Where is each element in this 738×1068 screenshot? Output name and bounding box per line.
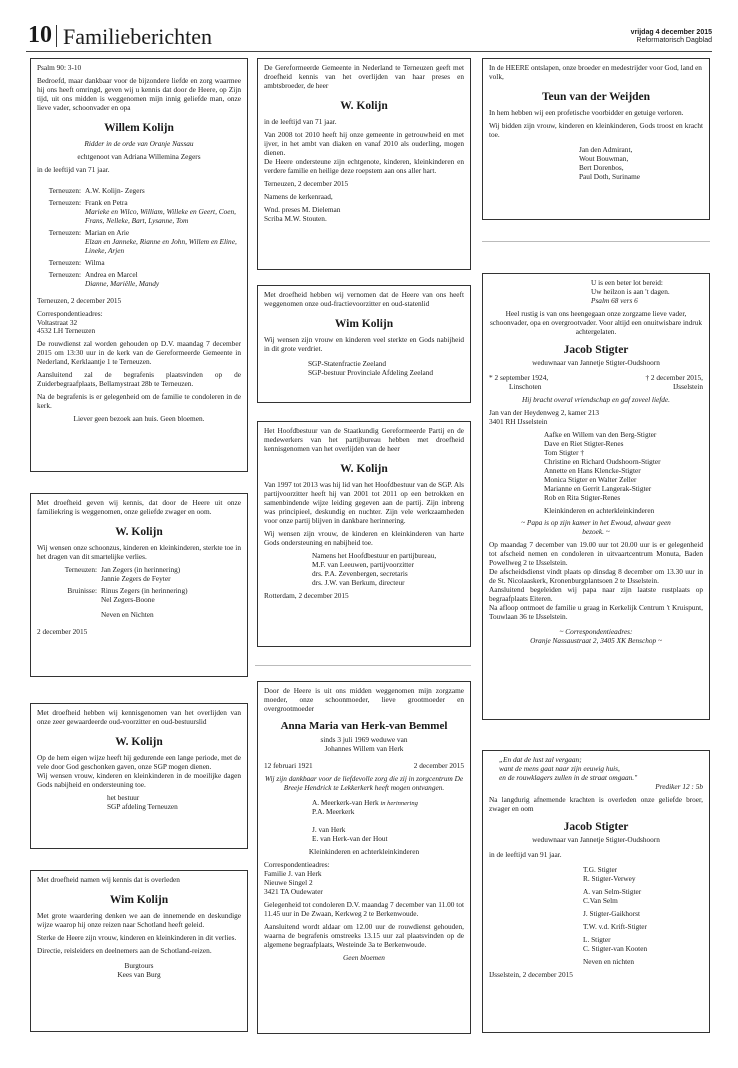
nephews-line: Neven en nichten: [583, 956, 635, 966]
family-list: Aafke en Willem van den Berg-Stigter Dave en Riet Stigter-Renes Tom Stigter † Christine en Richard Oudshoorn-Stigter Annette en Hans Klencke-Stigter Monica Stigter en Walter Zeller Marianne en Gerrit Langerak-Stigter Rob en Rita Stigter-Renes: [544, 429, 661, 502]
room-note: ~ Papa is op zijn kamer in het Ewoud, alwaar geen bezoek. ~: [521, 518, 671, 537]
husband-name: Johannes Willem van Herk: [324, 744, 404, 754]
service-info: Aansluitend wordt aldaar om 12.00 uur de rouwdienst gehouden, waarna de begrafenis omstreeks 13.15 uur zal plaatsvinden op de algemene begraafplaats, Westeinde 3a te Berkenwoude.: [264, 921, 464, 949]
notice-body: Wij wensen onze schoonzus, kinderen en kleinkinderen, sterkte toe in het dragen van dit smartelijke verlies.: [37, 543, 241, 562]
honorary-title: Ridder in de orde van Oranje Nassau: [84, 138, 194, 148]
deceased-name: W. Kolijn: [115, 735, 163, 748]
notice-willem-kolijn: [30, 58, 248, 472]
family-row: Terneuzen: Andrea en Marcel Dianne, Mariëlle, Mandy: [48, 269, 160, 288]
notice-burgtours: [30, 870, 248, 1032]
on-behalf: Namens de kerkenraad,: [264, 191, 333, 201]
notice-body: Wij bidden zijn vrouw, kinderen en kleinkinderen, Gods troost en kracht toe.: [489, 121, 703, 140]
widow-line: sinds 3 juli 1969 weduwe van: [320, 735, 408, 745]
age-line: in de leeftijd van 91 jaar.: [489, 849, 562, 859]
notice-body: Sterke de Heere zijn vrouw, kinderen en kleinkinderen in dit verlies.: [37, 933, 237, 943]
notice-body: In hem hebben wij een profetische voorbidder en getuige verloren.: [489, 108, 684, 118]
notice-intro: Bedroefd, maar dankbaar voor de bijzondere liefde en zorg waarmee hij ons heeft omringd, geven wij u kennis dat door de Heere, op Zijn tijd, uit ons midden is weggenomen mijn innig geliefde man, onze lieve vader, schoonvader en opa: [37, 75, 241, 112]
bible-verse: Psalm 90: 3-10: [37, 63, 82, 72]
header-divider: [56, 25, 57, 47]
deceased-name: Willem Kolijn: [104, 121, 174, 134]
notice-body: De Heere ondersteune zijn echtgenote, kinderen, kleinkinderen en verdere familie en heilige deze roepstem aan ons aller hart.: [264, 156, 464, 175]
notice-gg-terneuzen: [257, 58, 471, 270]
deceased-name: Teun van der Weijden: [541, 90, 651, 103]
grandkids-line: Kleinkinderen en achterkleinkinderen: [544, 505, 655, 515]
notice-intro: Met droefheid geven wij kennis, dat door de Heere uit onze familiekring is weggenomen, onze geliefde zwager en oom.: [37, 498, 241, 516]
notice-intro: Met droefheid hebben wij vernomen dat de Heere van ons heeft weggenomen onze oud-fractievoorzitter en oud-statenlid: [264, 290, 464, 308]
signature: Burgtours Kees van Burg: [117, 960, 161, 979]
death-place: IJsselstein: [673, 381, 703, 391]
birth-place: Linschoten: [509, 381, 542, 391]
spouse-line: weduwnaar van Jannetje Stigter-Oudshoorn: [532, 357, 660, 367]
date-place: IJsselstein, 2 december 2015: [489, 969, 573, 979]
family-row: Terneuzen: A.W. Kolijn- Zegers: [48, 185, 145, 195]
life-places: [489, 383, 703, 392]
family-row: Terneuzen: Frank en Petra Marieke en Wilco, William, Willeke en Geert, Coen, Frans, Nelleke, Bart, Lysanne, Tom: [48, 197, 236, 225]
age-line: in de leeftijd van 71 jaar.: [37, 164, 110, 174]
thanks-note: Wij zijn dankbaar voor de liefdevolle zorg die zij in zorgcentrum De Breeje Hendrick te Lekkerkerk heeft mogen ontvangen.: [264, 774, 464, 793]
viewing-info: Op maandag 7 december van 19.00 uur tot 20.00 uur is er gelegenheid tot afscheid nemen en condoleren in uitvaartcentrum Monuta, Baden Powellweg 2 te IJsselstein.: [489, 540, 703, 568]
no-flowers-note: Geen bloemen: [343, 952, 385, 962]
service-info: De rouwdienst zal worden gehouden op D.V. maandag 7 december 2015 om 13:30 uur in de kerk van de Gereformeerde Gemeente in Nederland, Kerklaantje 1 te Terneuzen.: [37, 339, 241, 367]
burial-info: Aansluitend zal de begrafenis plaatsvinden op de Zuiderbegraafplaats, Bellamystraat 28b te Terneuzen.: [37, 370, 241, 389]
deceased-name: Anna Maria van Herk-van Bemmel: [280, 719, 448, 732]
family-row: Terneuzen: Marian en Arie Elzan en Janneke, Rianne en John, Willem en Eline, Lineke, Arjen: [48, 227, 237, 255]
notice-sgp-hoofdbestuur: [257, 421, 471, 647]
notice-sgp-terneuzen: [30, 703, 248, 849]
family-row: Terneuzen: Wilma: [48, 257, 105, 267]
date-place: Rotterdam, 2 december 2015: [264, 590, 349, 600]
birth-date: * 2 september 1924,: [489, 372, 549, 382]
page-number: 10: [28, 22, 52, 48]
correspondence-address: Correspondentieadres: Familie J. van Herk Nieuwe Singel 2 3421 TA Oudewater: [264, 860, 330, 896]
notice-intro: In de HEERE ontslapen, onze broeder en medestrijder voor God, land en volk,: [489, 63, 702, 81]
address: Jan van der Heydenweg 2, kamer 213 3401 RH IJsselstein: [489, 407, 600, 426]
notice-body: Van 1997 tot 2013 was hij lid van het Hoofdbestuur van de SGP. Als partijvoorzitter heeft hij van 2001 tot 2011 op een betrokken en samenbindende wijze leiding gegeven aan de partij. Zijn inbreng was principieel, deskundig en nuchter. Zijn vele werkzaamheden voor onze partij blijven in dankbare herinnering.: [264, 480, 464, 525]
family-list: T.G. Stigter R. Stigter-Verwey A. van Selm-Stigter C.Van Selm J. Stigter-Gaikhorst T.W. v.d. Krift-Stigter L. Stigter C. Stigter-van Kooten Neven en nichten: [489, 866, 703, 967]
notice-body: Met grote waardering denken we aan de innemende en deskundige wijze waarop hij onze reizen naar Schotland heeft geleid.: [37, 911, 241, 930]
family-list: A. Meerkerk-van Herk in herinnering P.A. Meerkerk J. van Herk E. van Herk-van der Hout: [312, 798, 418, 844]
burial-info: Aansluitend begeleiden wij papa naar zijn laatste rustplaats op begraafplaats Eiteren.: [489, 585, 703, 604]
notice-intro: Met droefheid namen wij kennis dat is overleden: [37, 875, 180, 884]
notice-anna-van-herk: [257, 681, 471, 1034]
notice-jacob-stigter-siblings: [482, 750, 710, 1033]
masthead-info: [631, 29, 712, 46]
deceased-name: W. Kolijn: [115, 525, 163, 538]
no-visit-note: Liever geen bezoek aan huis. Geen bloemen.: [73, 414, 205, 424]
issue-date: vrijdag 4 december 2015: [630, 29, 712, 36]
notice-intro: Na langdurig afnemende krachten is overleden onze geliefde broer, zwager en oom: [489, 794, 703, 813]
signature: Namens het Hoofdbestuur en partijbureau, M.F. van Leeuwen, partijvoorzitter drs. P.A. Zevenbergen, secretaris drs. J.W. van Berkum, directeur: [312, 550, 437, 587]
date-place: Terneuzen, 2 december 2015: [37, 295, 122, 305]
service-info: De afscheidsdienst vindt plaats op dinsdag 8 december om 13.30 uur in de St. Nicolaaskerk, Kronenburgplantsoen 2 te IJsselstein.: [489, 567, 703, 586]
bible-verse: U is een beter lot bereid: Uw heilzon is aan 't dagen. Psalm 68 vers 6: [591, 278, 670, 305]
age-line: in de leeftijd van 71 jaar.: [264, 117, 337, 127]
deceased-name: W. Kolijn: [340, 99, 388, 112]
spouse-line: weduwnaar van Jannetje Stigter-Oudshoorn: [532, 834, 660, 844]
nephews-line: Neven en Nichten: [101, 609, 154, 619]
newspaper-name: Reformatorisch Dagblad: [636, 37, 712, 45]
notice-body: Wij wensen zijn vrouw, de kinderen en kleinkinderen van harte Gods ondersteuning en nabijheid toe.: [264, 528, 464, 547]
life-dates: [264, 762, 464, 771]
family-row: Bruinisse: Rinus Zegers (in herinnering) Nel Zegers-Boone: [67, 585, 188, 604]
family-row: Terneuzen: Jan Zegers (in herinnering) Jannie Zegers de Feyter: [64, 565, 181, 583]
deceased-name: Wim Kolijn: [334, 317, 394, 330]
column-separator: [482, 241, 710, 242]
signature: SGP-Statenfractie Zeeland SGP-bestuur Provinciale Afdeling Zeeland: [308, 359, 434, 377]
notice-intro: Door de Heere is uit ons midden weggenomen mijn zorgzame moeder, onze schoonmoeder, lieve grootmoeder en overgrootmoeder: [264, 686, 464, 713]
deceased-name: Wim Kolijn: [109, 893, 169, 906]
signature: het bestuur SGP afdeling Terneuzen: [107, 792, 178, 811]
section-title: Familieberichten: [63, 24, 213, 49]
header-rule: [26, 51, 712, 52]
notice-teun-van-der-weijden: [482, 58, 710, 220]
column-separator: [255, 665, 471, 666]
notice-intro: De Gereformeerde Gemeente in Nederland te Terneuzen geeft met droefheid kennis van het overlijden van haar preses en ambtsbroeder, de heer: [264, 63, 464, 90]
deceased-name: Jacob Stigter: [563, 343, 629, 356]
signature: Wnd. preses M. Dieleman Scriba M.W. Stouten.: [264, 204, 341, 223]
condolence-info: Gelegenheid tot condoleren D.V. maandag 7 december van 11.00 tot 11.45 uur in De Zwaan, Kerkweg 2 te Berkenwoude.: [264, 899, 464, 918]
date-line: 2 december 2015: [37, 626, 88, 636]
correspondence-address: ~ Correspondentieadres: Oranje Nassaustraat 2, 3405 XK Benschop ~: [530, 627, 662, 646]
signature: Jan den Admirant, Wout Bouwman, Bert Dorenbos, Paul Doth, Suriname: [579, 144, 641, 181]
notice-intro: Het Hoofdbestuur van de Staatkundig Gereformeerde Partij en de medewerkers van het partijbureau hebben met droefheid kennisgenomen van het overlijden van de heer: [264, 426, 464, 453]
correspondence-address: Correspondentieadres: Voltastraat 32 4532 LH Terneuzen: [37, 308, 103, 336]
notice-body: Wij wensen zijn vrouw en kinderen veel sterkte en Gods nabijheid in dit grote verdriet.: [264, 335, 464, 354]
deceased-name: Jacob Stigter: [563, 820, 629, 833]
death-date: 2 december 2015: [413, 761, 464, 771]
notice-sgp-zeeland: [257, 285, 471, 403]
after-info: Na afloop ontmoet de familie u graag in Kerkelijk Centrum 't Kruispunt, Touwlaan 36 te IJsselstein.: [489, 603, 703, 622]
condolence-info: Na de begrafenis is er gelegenheid om de familie te condoleren in de kerk.: [37, 392, 241, 411]
notice-body: Op de hem eigen wijze heeft hij gedurende een lange periode, met de vele door God geschonken gaven, onze SGP mogen dienen.: [37, 753, 241, 772]
death-date: † 2 december 2015,: [645, 372, 703, 382]
spouse-line: echtgenoot van Adriana Willemina Zegers: [77, 151, 201, 161]
quote: Hij bracht overal vriendschap en gaf zoveel liefde.: [522, 394, 670, 404]
bible-verse: „En dat de lust zal vergaan; want de mens gaat naar zijn eeuwig huis, en de rouwklagers zullen in de straat omgaan." Prediker 12 : 5b: [499, 755, 703, 791]
grandkids-line: Kleinkinderen en achterkleinkinderen: [308, 847, 420, 857]
notice-intro: Heel rustig is van ons heengegaan onze zorgzame lieve vader, schoonvader, opa en overgrootvader. Voor altijd een onuitwisbare indruk achtergelaten.: [489, 308, 703, 336]
notice-jacob-stigter-family: [482, 273, 710, 720]
notice-intro: Met droefheid hebben wij kennisgenomen van het overlijden van onze zeer gewaardeerde oud-voorzitter en oud-bestuurslid: [37, 708, 241, 726]
notice-family-zegers: [30, 493, 248, 677]
notice-body: Wij wensen vrouw, kinderen en kleinkinderen in de moeilijke dagen Gods nabijheid en ondersteuning toe.: [37, 771, 241, 789]
notice-body: Van 2008 tot 2010 heeft hij onze gemeente in getrouwheid en met ijver, in het ambt van diaken en vanaf 2010 als ouderling, mogen dienen.: [264, 130, 464, 157]
date-place: Terneuzen, 2 december 2015: [264, 178, 349, 188]
deceased-name: W. Kolijn: [340, 462, 388, 475]
notice-body: Directie, reisleiders en deelnemers aan de Schotland-reizen.: [37, 946, 212, 956]
birth-date: 12 februari 1921: [264, 761, 313, 771]
